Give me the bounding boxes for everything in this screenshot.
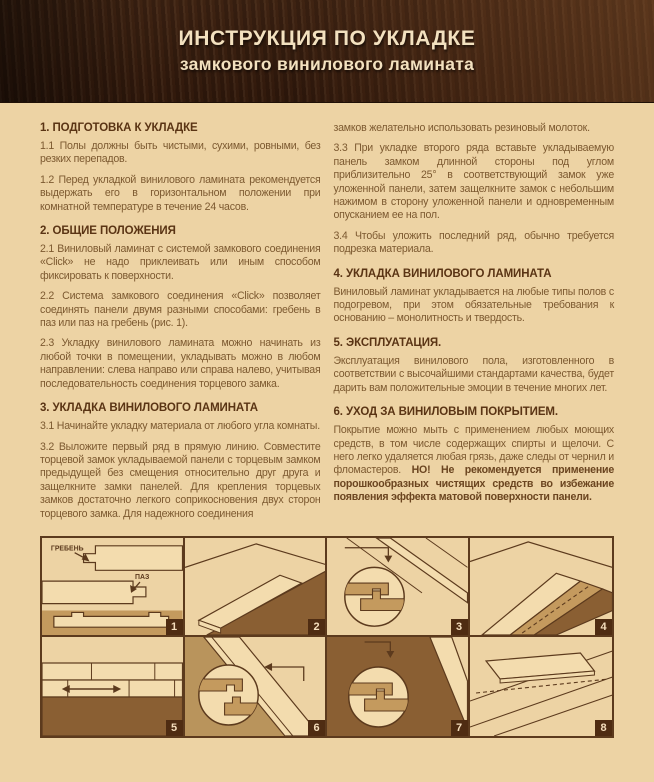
lock-joint-snapped-diagram xyxy=(327,637,468,736)
paragraph-4-1: Виниловый ламинат укладывается на любые типы полов с подогревом, при этом обязательные требования к основанию – монолитность и твердость. xyxy=(333,285,614,325)
paragraph-3-2-continued: замков желательно использовать резиновый молоток. xyxy=(333,122,590,134)
section-2-heading: 2. ОБЩИЕ ПОЛОЖЕНИЯ xyxy=(40,225,176,238)
cut-marking-diagram xyxy=(470,637,613,736)
figure-number-badge: 3 xyxy=(451,619,468,635)
figure-number-badge: 8 xyxy=(595,720,612,736)
page-title: ИНСТРУКЦИЯ ПО УКЛАДКЕ xyxy=(178,27,476,50)
paragraph-2-1: 2.1 Виниловый ламинат с системой замкового соединения «Click» не надо приклеивать или иным способом фиксировать к поверхности. xyxy=(40,243,321,282)
page-subtitle: замкового винилового ламината xyxy=(179,54,475,74)
figure-cell-2 xyxy=(185,538,328,637)
care-text-regular: Покрытие можно мыть с применением любых моющих средств, в том числе содержащих спирты и щелочи. С него легко удаляется любая грязь, даже следы от чернил и фломастеров. xyxy=(333,424,614,477)
paragraph-1-1: 1.1 Полы должны быть чистыми, сухими, ровными, без резких перепадов. xyxy=(40,140,321,166)
section-3-heading: 3. УКЛАДКА ВИНИЛОВОГО ЛАМИНАТА xyxy=(40,402,258,415)
figure-number-badge: 2 xyxy=(308,619,325,635)
lock-joint-closed-diagram xyxy=(327,538,468,635)
panel-insert-diagram xyxy=(185,538,326,635)
paragraph-6-1 xyxy=(334,424,615,504)
first-rows-diagram xyxy=(42,637,183,736)
paragraph-3-4: 3.4 Чтобы уложить последний ряд, обычно требуется подрезка материала. xyxy=(333,229,614,256)
section-5-heading: 5. ЭКСПЛУАТАЦИЯ. xyxy=(333,336,442,349)
paragraph-2-2: 2.2 Система замкового соединения «Click» позволяет соединять панели двумя разными способами: гребень в паз или паз на гребень (рис. 1). xyxy=(40,290,321,330)
paragraph-3-1: 3.1 Начинайте укладку материала от любого угла комнаты. xyxy=(40,420,320,433)
figure-number-badge: 6 xyxy=(308,720,325,736)
paragraph-1-2: 1.2 Перед укладкой винилового ламината рекомендуется выдержать его в горизонтальном положении при комнатной температуре в течение 24 часов. xyxy=(40,173,321,213)
figure-number-badge: 4 xyxy=(595,619,612,635)
figure-cell-1 xyxy=(42,538,185,637)
diagonal-rows-diagram xyxy=(470,538,613,635)
paragraph-3-2: 3.2 Выложите первый ряд в прямую линию. Совместите торцевой замок укладываемой панели с торцевым замком предыдущей без смещения относительно друг друга и защелкните замки панелей. Для крепления торцевых замков достаточно легкого соприкосновения двух сторон торцевого замка. Для надежного соединения xyxy=(40,440,321,520)
right-column xyxy=(334,122,615,528)
left-column xyxy=(40,122,321,528)
paragraph-3-3: 3.3 При укладке второго ряда вставьте укладываемую панель замком длинной стороны под углом приблизительно 25° в соответствующий замок уже уложенной панели, затем защелкните замок с небольшим нажимом в сторону уложенной панели и одновременным опусканием ее на пол. xyxy=(333,142,614,222)
section-4-heading: 4. УКЛАДКА ВИНИЛОВОГО ЛАМИНАТА xyxy=(333,267,552,280)
figure-cell-8 xyxy=(470,637,613,736)
tongue-label: ГРЕБЕНЬ xyxy=(50,545,84,553)
figure-cell-7 xyxy=(327,637,470,736)
section-6-heading: 6. УХОД ЗА ВИНИЛОВЫМ ПОКРЫТИЕМ. xyxy=(333,406,558,419)
figure-grid xyxy=(40,536,614,738)
figure-cell-5 xyxy=(42,637,185,736)
figure-number-badge: 1 xyxy=(166,619,183,635)
wood-header xyxy=(0,0,654,103)
tongue-groove-profile-diagram xyxy=(42,538,183,635)
groove-label: ПАЗ xyxy=(135,574,150,582)
lock-joint-open-diagram xyxy=(185,637,326,736)
figure-number-badge: 7 xyxy=(451,720,468,736)
section-1-heading: 1. ПОДГОТОВКА К УКЛАДКЕ xyxy=(40,122,198,134)
text-content xyxy=(0,103,654,532)
care-text-warning-bold: НО! Не рекомендуется применение порошкообразных чистящих средств во избежание появления эффекта матовой поверхности панели. xyxy=(333,464,614,504)
figure-cell-6 xyxy=(185,637,328,736)
figure-cell-3 xyxy=(327,538,470,637)
figure-cell-4 xyxy=(470,538,613,637)
figure-number-badge: 5 xyxy=(166,720,183,736)
paragraph-5-1: Эксплуатация винилового пола, изготовленного в соответствии с высочайшими стандартами качества, будет дарить вам положительные эмоции в течение многих лет. xyxy=(333,354,614,394)
paragraph-2-3: 2.3 Укладку винилового ламината можно начинать из любой точки в помещении, укладывать можно в любом направлении: слева направо или справа налево, учитывая последовательность соединения торцевого замка. xyxy=(40,337,321,390)
